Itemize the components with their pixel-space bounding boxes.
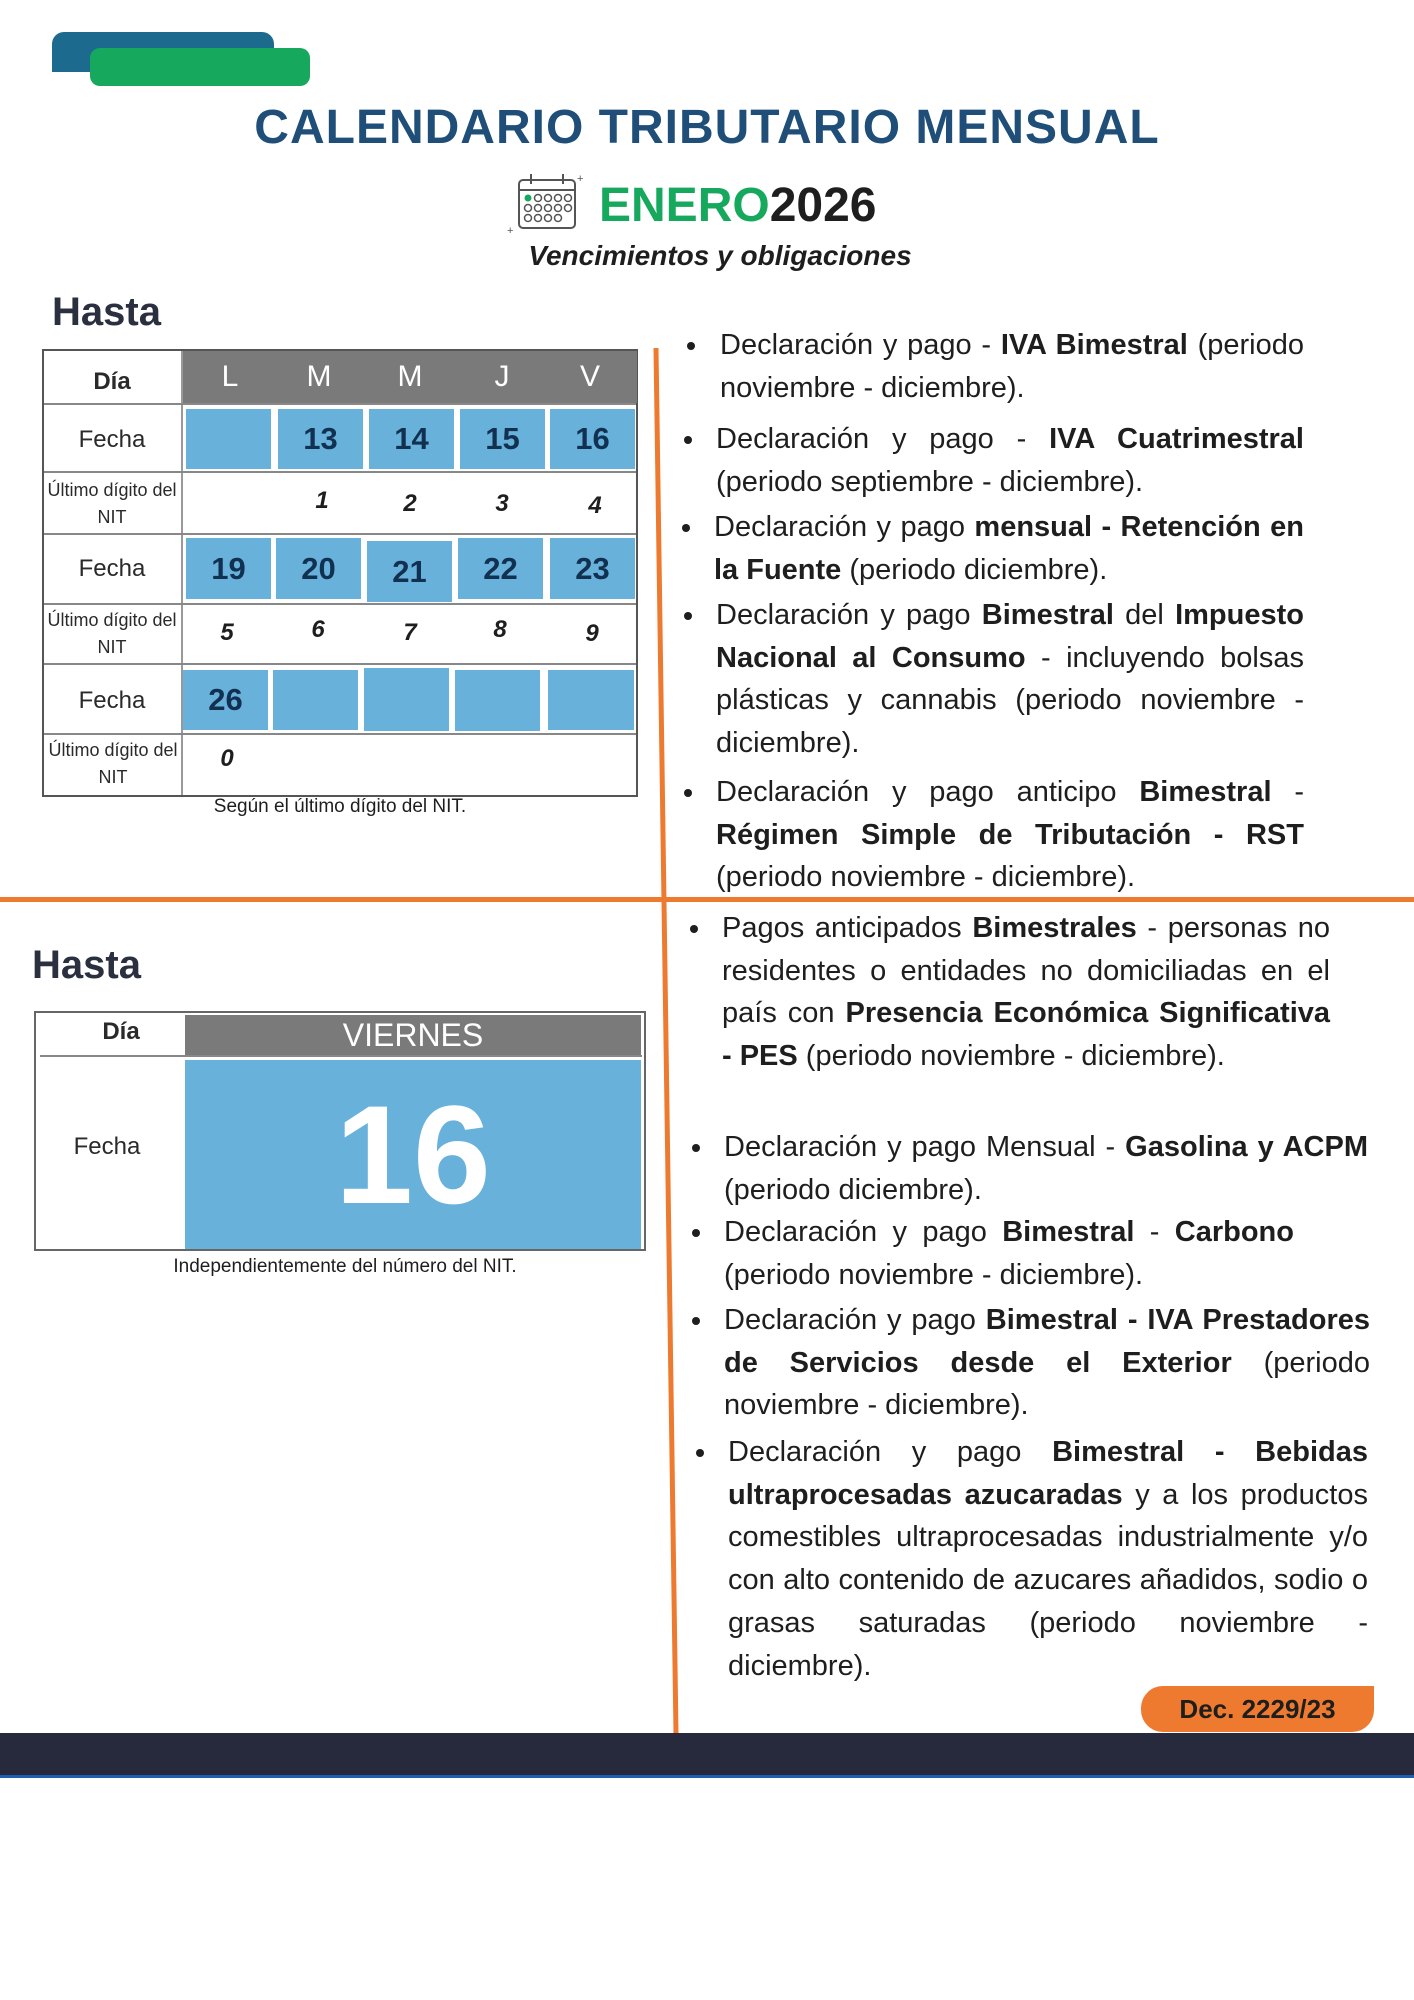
obligation-item: Declaración y pago Mensual - Gasolina y ACPM (periodo diciembre). — [724, 1131, 1368, 1206]
svg-text:+: + — [577, 172, 584, 185]
weekday-header: M — [306, 360, 332, 393]
obligation-item: Declaración y pago anticipo Bimestral - Régimen Simple de Tributación - RST (periodo noviembre - diciembre). — [716, 776, 1305, 894]
nit-digit: 5 — [220, 619, 234, 646]
obligation-item: Declaración y pago - IVA Cuatrimestral (periodo septiembre - diciembre). — [716, 423, 1304, 498]
date-cell: 21 — [367, 541, 452, 602]
bullet-icon — [690, 925, 698, 933]
date-row-label: Fecha — [78, 687, 146, 714]
nit-digit: 6 — [311, 616, 325, 643]
bullet-icon — [682, 524, 690, 532]
calendar-section-label: Hasta — [52, 290, 161, 334]
nit-digit: 0 — [220, 745, 234, 772]
obligation-item: Declaración y pago - IVA Bimestral (periodo noviembre - diciembre). — [720, 329, 1305, 404]
date-cell: 20 — [276, 538, 361, 599]
svg-text:+: + — [507, 224, 514, 236]
year: 2026 — [769, 178, 877, 232]
day-header: Día — [102, 1018, 140, 1045]
nit-digit: 1 — [315, 487, 329, 514]
obligation-item: Pagos anticipados Bimestrales - personas no residentes o entidades no domiciliadas en el país con Presencia Económica Significativa - PES (periodo noviembre - diciembre). — [722, 912, 1331, 1073]
nit-digit: 7 — [403, 619, 417, 646]
nit-digit-row-label: Último dígito del NIT — [48, 740, 178, 787]
date-cell: 23 — [550, 538, 635, 599]
obligation-item: Declaración y pago Bimestral - Bebidas ultraprocesadas azucaradas y a los productos comestibles ultraprocesadas industrialmente y/o con alto contenido de azucares añadidos, sodio o grasas saturadas (periodo noviembre - diciembre). — [728, 1436, 1368, 1682]
single-section-label: Hasta — [32, 943, 141, 987]
date-cell: 15 — [460, 409, 545, 469]
obligation-item: Declaración y pago Bimestral - IVA Prestadores de Servicios desde el Exterior (periodo noviembre - diciembre). — [724, 1304, 1370, 1422]
nit-digit: 2 — [403, 490, 417, 517]
nit-digit: 4 — [588, 492, 602, 519]
bullet-icon — [692, 1229, 700, 1237]
weekday-header: M — [397, 360, 423, 393]
bullet-icon — [684, 436, 692, 444]
footer-bar — [0, 1733, 1414, 1777]
bullet-icon — [696, 1449, 704, 1457]
obligation-item: Declaración y pago mensual - Retención en la Fuente (periodo diciembre). — [714, 511, 1304, 586]
bullet-icon — [684, 789, 692, 797]
date-cell: 14 — [369, 409, 454, 469]
date-row-label: Fecha — [78, 426, 146, 453]
nit-digit: 3 — [495, 490, 509, 517]
nit-digit: 8 — [493, 616, 507, 643]
date-cell: 19 — [186, 538, 271, 599]
date-row-label: Fecha — [78, 555, 146, 582]
decree-badge: Dec. 2229/23 — [1141, 1686, 1374, 1732]
nit-digit: 9 — [585, 620, 599, 647]
nit-digit-row-label: Último dígito del NIT — [47, 610, 177, 657]
calendar-note: Según el último dígito del NIT. — [213, 796, 467, 817]
weekday-header: VIERNES — [185, 1015, 641, 1055]
month-name: ENERO — [599, 178, 770, 232]
day-header: Día — [93, 368, 131, 395]
page-title: CALENDARIO TRIBUTARIO MENSUAL — [254, 101, 1160, 154]
obligation-item: Declaración y pago Bimestral - Carbono (periodo noviembre - diciembre). — [724, 1216, 1294, 1291]
weekday-header: V — [579, 360, 600, 393]
obligation-item: Declaración y pago Bimestral del Impuesto Nacional al Consumo - incluyendo bolsas plásticas y cannabis (periodo noviembre - diciembre). — [716, 599, 1304, 760]
single-date-cell: 16 — [185, 1060, 641, 1249]
footer-line — [0, 1775, 1414, 1778]
page-subtitle: Vencimientos y obligaciones — [528, 240, 912, 271]
date-cell: 16 — [550, 409, 635, 469]
date-cell: 13 — [278, 409, 363, 469]
bullet-icon — [692, 1317, 700, 1325]
weekday-header: L — [221, 360, 239, 393]
weekday-header: J — [494, 360, 510, 393]
date-cell: 26 — [183, 670, 268, 730]
date-row-label: Fecha — [73, 1133, 141, 1160]
nit-digit-row-label: Último dígito del NIT — [47, 480, 177, 527]
bullet-icon — [692, 1144, 700, 1152]
footer-accent — [1300, 1733, 1414, 1777]
row-divider — [40, 1055, 642, 1057]
bullet-icon — [684, 612, 692, 620]
bullet-icon — [687, 342, 695, 350]
single-note: Independientemente del número del NIT. — [173, 1256, 517, 1277]
date-cell: 22 — [458, 538, 543, 599]
